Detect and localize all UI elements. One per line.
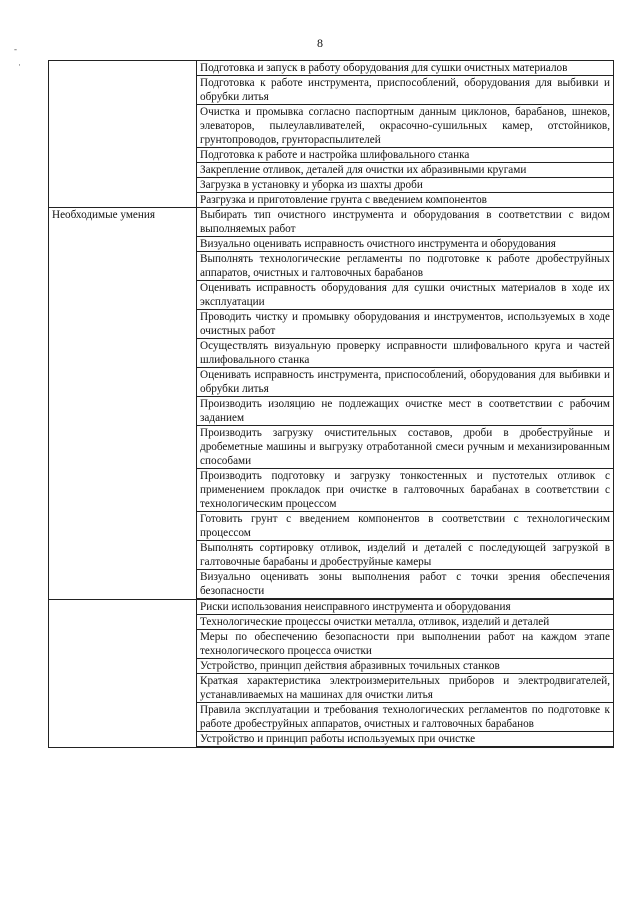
row-description: Производить загрузку очистительных составов, дроби в дробеструйные и дробеметные машины и выгрузку отработанной смеси ручным и механизированным способами bbox=[197, 426, 614, 469]
row-description: Краткая характеристика электроизмерительных приборов и электродвигателей, устанавливаемых на машинах для очистки литья bbox=[197, 674, 614, 703]
row-description: Правила эксплуатации и требования технологических регламентов по подготовке к работе дробеструйных аппаратов, очистных и галтовочных барабанов bbox=[197, 703, 614, 732]
row-description: Выполнять сортировку отливок, изделий и деталей с последующей загрузкой в галтовочные барабаны и дробеструйные камеры bbox=[197, 541, 614, 570]
table-row bbox=[49, 208, 614, 237]
row-description: Проводить чистку и промывку оборудования и инструментов, используемых в ходе очистных работ bbox=[197, 310, 614, 339]
row-description: Закрепление отливок, деталей для очистки их абразивными кругами bbox=[197, 163, 614, 178]
row-header: Необходимые умения bbox=[49, 208, 197, 600]
row-description bbox=[197, 747, 614, 748]
row-header bbox=[49, 61, 197, 208]
row-description: Производить изоляцию не подлежащих очистке мест в соответствии с рабочим заданием bbox=[197, 397, 614, 426]
row-description: Готовить грунт с введением компонентов в соответствии с технологическим процессом bbox=[197, 512, 614, 541]
row-description: Подготовка к работе и настройка шлифовального станка bbox=[197, 148, 614, 163]
row-description: Меры по обеспечению безопасности при выполнении работ на каждом этапе технологического процесса очистки bbox=[197, 630, 614, 659]
row-description: Подготовка и запуск в работу оборудования для сушки очистных материалов bbox=[197, 61, 614, 76]
row-description: Оценивать исправность инструмента, приспособлений, оборудования для выбивки и обрубки литья bbox=[197, 368, 614, 397]
row-description: Выбирать тип очистного инструмента и оборудования в соответствии с видом выполняемых работ bbox=[197, 208, 614, 237]
row-description: Визуально оценивать зоны выполнения работ с точки зрения обеспечения безопасности bbox=[197, 570, 614, 599]
row-description: Выполнять технологические регламенты по подготовке к работе дробеструйных аппаратов, очистных и галтовочных барабанов bbox=[197, 252, 614, 281]
row-description: Визуально оценивать исправность очистного инструмента и оборудования bbox=[197, 237, 614, 252]
competency-table bbox=[48, 60, 614, 748]
table-row bbox=[49, 61, 614, 76]
row-description: Устройство, принцип действия абразивных точильных станков bbox=[197, 659, 614, 674]
row-description: Загрузка в установку и уборка из шахты дроби bbox=[197, 178, 614, 193]
page-number: 8 bbox=[317, 36, 323, 50]
table-row bbox=[49, 600, 614, 615]
row-description: Оценивать исправность оборудования для сушки очистных материалов в ходе их эксплуатации bbox=[197, 281, 614, 310]
row-description: Разгрузка и приготовление грунта с введением компонентов bbox=[197, 193, 614, 208]
row-description: Риски использования неисправного инструмента и оборудования bbox=[197, 600, 614, 615]
row-description: Технологические процессы очистки металла, отливок, изделий и деталей bbox=[197, 615, 614, 630]
row-description: Производить подготовку и загрузку тонкостенных и пустотелых отливок с применением прокладок при очистке в галтовочных барабанах в соответствии с технологическим процессом bbox=[197, 469, 614, 512]
scan-mark: · bbox=[18, 60, 21, 70]
row-description: Очистка и промывка согласно паспортным данным циклонов, барабанов, шнеков, элеваторов, пылеулавливателей, окрасочно-сушильных камер, отстойников, грунтопроводов, грунтораспылителей bbox=[197, 105, 614, 148]
row-description: Устройство и принцип работы используемых при очистке bbox=[197, 732, 614, 747]
row-header bbox=[49, 600, 197, 748]
row-description: Подготовка к работе инструмента, приспособлений, оборудования для выбивки и обрубки литья bbox=[197, 76, 614, 105]
row-description: Осуществлять визуальную проверку исправности шлифовального круга и частей шлифовального станка bbox=[197, 339, 614, 368]
scan-mark: - bbox=[14, 44, 17, 54]
